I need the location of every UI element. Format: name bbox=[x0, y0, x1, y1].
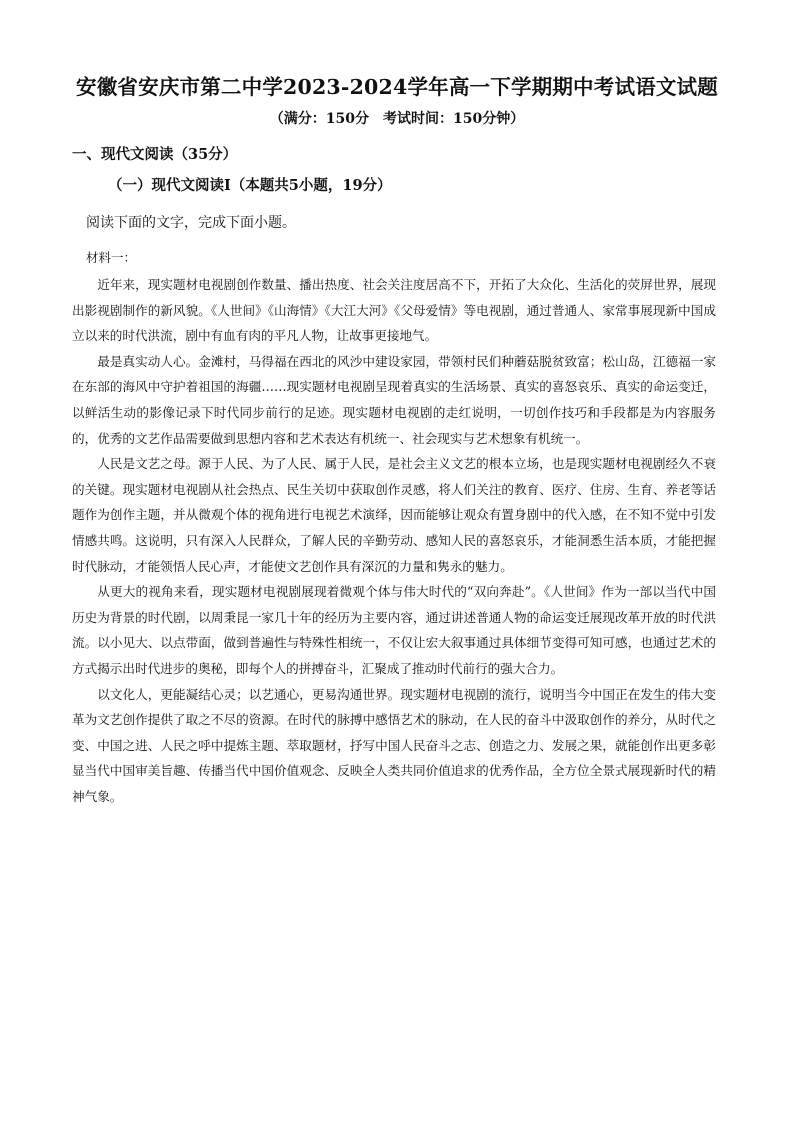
section-heading: 一、现代文阅读（35分） bbox=[72, 146, 238, 163]
paragraph: 近年来，现实题材电视剧创作数量、播出热度、社会关注度居高不下，开拓了大众化、生活化的荧屏世界，展现出影视剧制作的新风貌。《人世间》《山海情》《大江大河》《父母爱情》等电视剧，通过普通人、家常事展现新中国成立以来的时代洪流，剧中有血有肉的平凡人物，让故事更接地气。 bbox=[72, 277, 716, 344]
exam-title: 安徽省安庆市第二中学2023-2024学年高一下学期期中考试语文试题 bbox=[76, 75, 718, 99]
sub-section-heading: （一）现代文阅读Ⅰ（本题共5小题，19分） bbox=[108, 177, 392, 194]
paragraph: 从更大的视角来看，现实题材电视剧展现着微观个体与伟大时代的“双向奔赴”。《人世间》作为一部以当代中国历史为背景的时代剧，以周秉昆一家几十年的经历为主要内容，通过讲述普通人物的命运变迁展现改革开放的时代洪流。以小见大、以点带面，做到普遍性与特殊性相统一，不仅让宏大叙事通过具体细节变得可知可感，也通过艺术的方式揭示出时代进步的奥秘，即每个人的拼搏奋斗，汇聚成了推动时代前行的强大合力。 bbox=[72, 584, 716, 676]
paragraph: 以文化人，更能凝结心灵；以艺通心，更易沟通世界。现实题材电视剧的流行，说明当今中国正在发生的伟大变革为文艺创作提供了取之不尽的资源。在时代的脉搏中感悟艺术的脉动，在人民的奋斗中汲取创作的养分，从时代之变、中国之进、人民之呼中提炼主题、萃取题材，抒写中国人民奋斗之志、创造之力、发展之果，就能创作出更多彰显当代中国审美旨趣、传播当代中国价值观念、反映全人类共同价值追求的优秀作品，全方位全景式展现新时代的精神气象。 bbox=[72, 686, 716, 804]
paragraph: 人民是文艺之母。源于人民、为了人民、属于人民，是社会主义文艺的根本立场，也是现实题材电视剧经久不衰的关键。现实题材电视剧从社会热点、民生关切中获取创作灵感，将人们关注的教育、医疗、住房、生育、养老等话题作为创作主题，并从微观个体的视角进行电视艺术演绎，因而能够让观众有置身剧中的代入感，在不知不觉中引发情感共鸣。这说明，只有深入人民群众，了解人民的辛勤劳动、感知人民的喜怒哀乐，才能洞悉生活本质，才能把握时代脉动，才能领悟人民心声，才能使文艺创作具有深沉的力量和隽永的魅力。 bbox=[72, 456, 716, 574]
paragraph: 最是真实动人心。金滩村，马得福在西北的风沙中建设家园，带领村民们种蘑菇脱贫致富；松山岛，江德福一家在东部的海风中守护着祖国的海疆……现实题材电视剧呈现着真实的生活场景、真实的喜怒哀乐、真实的命运变迁，以鲜活生动的影像记录下时代同步前行的足迹。现实题材电视剧的走红说明，一切创作技巧和手段都是为内容服务的，优秀的文艺作品需要做到思想内容和艺术表达有机统一、社会现实与艺术想象有机统一。 bbox=[72, 353, 716, 446]
article-body bbox=[72, 272, 716, 809]
exam-subtitle: （满分：150分 考试时间：150分钟） bbox=[269, 111, 525, 127]
material-label: 材料一： bbox=[86, 250, 137, 265]
reading-instruction: 阅读下面的文字，完成下面小题。 bbox=[86, 215, 296, 231]
